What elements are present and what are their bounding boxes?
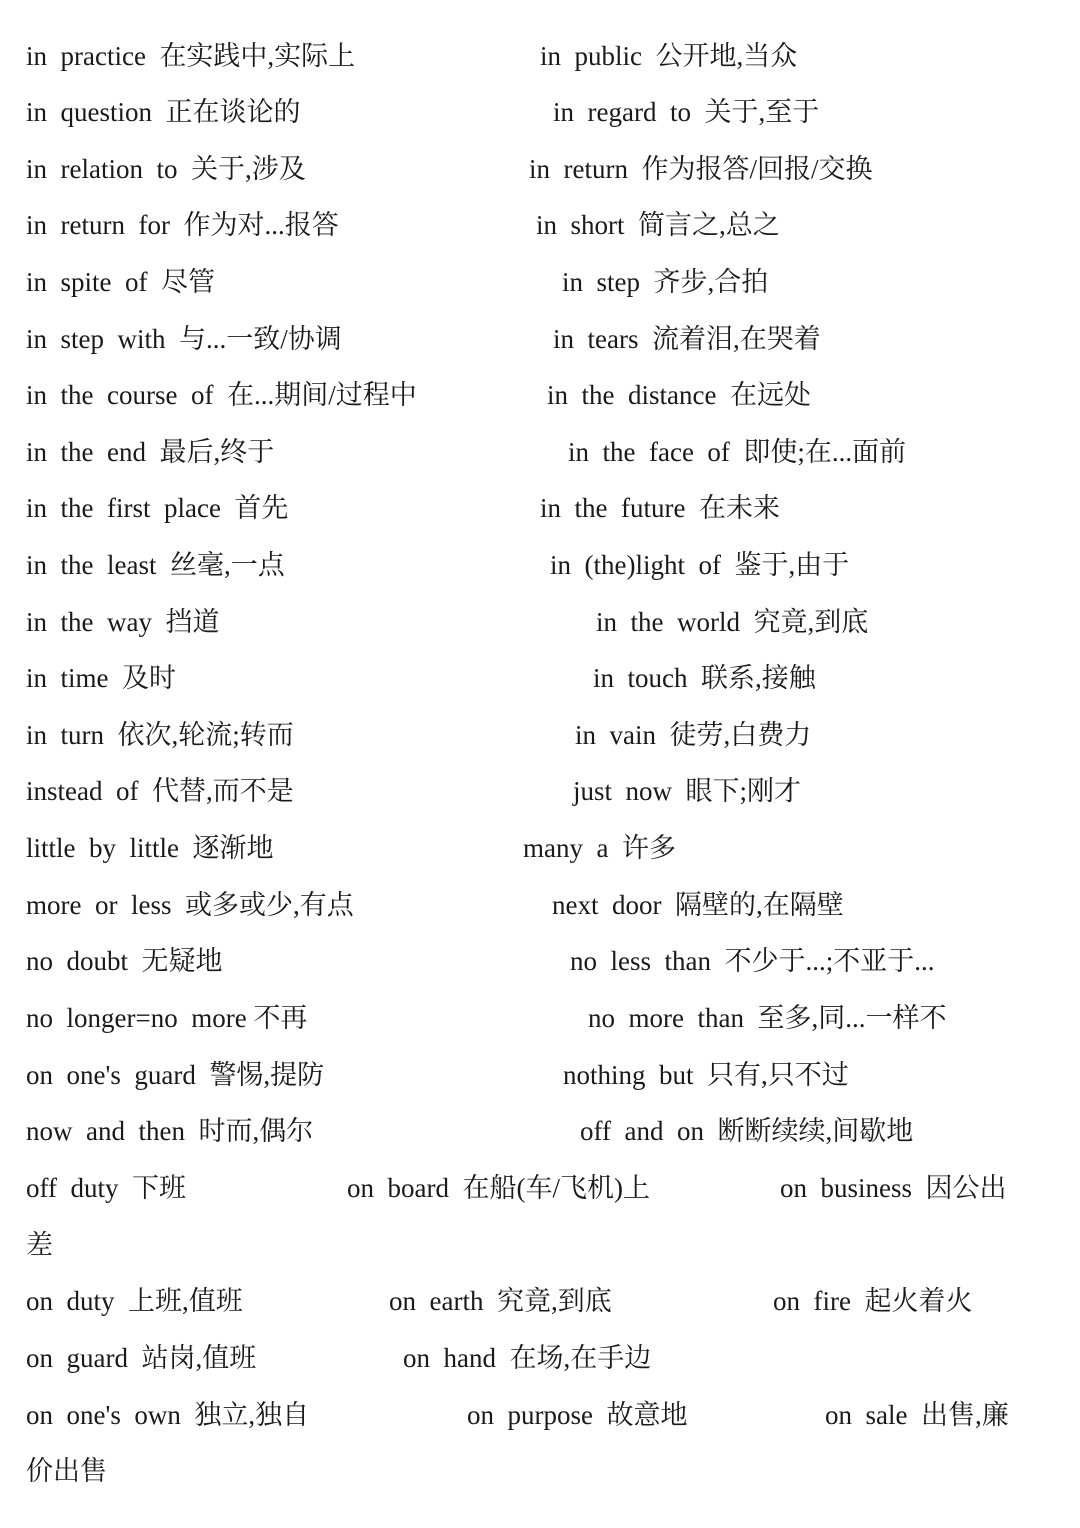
phrase-text: 差 [26,1230,53,1260]
phrase-entry [26,1225,53,1265]
phrase-entry [26,1451,107,1491]
phrase-text: on one's own 独立,独自 [26,1400,310,1430]
phrase-entry [26,828,273,868]
phrase-text: on fire 起火着火 [773,1286,973,1316]
phrase-entry [26,1395,309,1435]
phrase-entry [780,1168,1007,1208]
phrase-text: in the first place 首先 [26,493,289,523]
phrase-text: in short 简言之,总之 [536,210,780,240]
phrase-text: now and then 时而,偶尔 [26,1116,314,1146]
phrase-entry [580,1111,913,1151]
phrase-entry [570,941,935,981]
phrase-text: on guard 站岗,值班 [26,1343,257,1373]
phrase-entry [550,545,849,585]
phrase-text: in practice 在实践中,实际上 [26,41,356,71]
phrase-text: on business 因公出 [780,1173,1007,1203]
phrase-entry [547,375,811,415]
phrase-entry [26,262,215,302]
phrase-text: no less than 不少于...;不亚于... [570,946,935,976]
phrase-entry [26,885,354,925]
phrase-entry [26,998,307,1038]
phrase-entry [26,1281,243,1321]
phrase-entry [403,1338,651,1378]
phrase-text: in return 作为报答/回报/交换 [529,154,873,184]
phrase-text: in the world 究竟,到底 [596,607,869,637]
phrase-text: in turn 依次,轮流;转而 [26,720,294,750]
phrase-entry [573,771,801,811]
phrase-text: in (the)light of 鉴于,由于 [550,550,850,580]
phrase-entry [26,1168,186,1208]
phrase-text: nothing but 只有,只不过 [563,1060,849,1090]
phrase-text: in vain 徒劳,白费力 [575,720,812,750]
phrase-text: instead of 代替,而不是 [26,776,294,806]
phrase-text: just now 眼下;刚才 [573,776,802,806]
phrase-text: in step 齐步,合拍 [562,267,769,297]
phrase-text: 价出售 [26,1456,107,1486]
phrase-text: many a 许多 [523,833,676,863]
phrase-entry [26,941,223,981]
phrase-text: off duty 下班 [26,1173,186,1203]
phrase-entry [26,545,285,585]
phrase-entry [540,488,780,528]
phrase-text: in question 正在谈论的 [26,97,301,127]
phrase-entry [26,488,288,528]
phrase-entry [523,828,676,868]
phrase-text: no longer=no more 不再 [26,1003,308,1033]
phrase-text: in regard to 关于,至于 [553,97,820,127]
phrase-entry [26,149,306,189]
phrase-text: in public 公开地,当众 [540,41,798,71]
phrase-text: on earth 究竟,到底 [389,1286,612,1316]
phrase-entry [26,375,417,415]
phrase-text: on hand 在场,在手边 [403,1343,652,1373]
phrase-entry [26,1338,256,1378]
phrase-entry [562,262,768,302]
phrase-text: on sale 出售,廉 [825,1400,1009,1430]
phrase-text: off and on 断断续续,间歇地 [580,1116,914,1146]
phrase-entry [389,1281,612,1321]
phrase-entry [536,205,780,245]
phrase-text: in the least 丝毫,一点 [26,550,285,580]
phrase-entry [26,602,219,642]
phrase-entry [825,1395,1009,1435]
phrase-text: in time 及时 [26,663,176,693]
phrase-entry [26,432,274,472]
phrase-entry [575,715,811,755]
phrase-text: in the distance 在远处 [547,380,811,410]
phrase-text: on duty 上班,值班 [26,1286,243,1316]
phrase-entry [26,658,176,698]
phrase-text: in spite of 尽管 [26,267,215,297]
phrase-entry [563,1055,849,1095]
phrase-entry [553,92,819,132]
phrase-entry [596,602,868,642]
phrase-text: in step with 与...一致/协调 [26,324,342,354]
phrase-entry [26,205,339,245]
phrase-text: in the future 在未来 [540,493,780,523]
phrase-text: in the way 挡道 [26,607,220,637]
phrase-entry [593,658,816,698]
phrase-entry [26,92,301,132]
phrase-entry [568,432,906,472]
phrase-text: in tears 流着泪,在哭着 [553,324,821,354]
phrase-entry [26,36,355,76]
phrase-text: in touch 联系,接触 [593,663,816,693]
phrase-entry [540,36,797,76]
phrase-entry [552,885,844,925]
phrase-text: no doubt 无疑地 [26,946,223,976]
phrase-entry [529,149,872,189]
phrase-text: in the course of 在...期间/过程中 [26,380,417,410]
phrase-text: little by little 逐渐地 [26,833,274,863]
phrase-entry [26,319,342,359]
phrase-entry [347,1168,650,1208]
phrase-text: in the face of 即使;在...面前 [568,437,907,467]
phrase-text: next door 隔壁的,在隔壁 [552,890,844,920]
phrase-entry [26,771,294,811]
phrase-entry [553,319,821,359]
phrase-entry [773,1281,972,1321]
phrase-entry [26,1111,313,1151]
phrase-entry [588,998,946,1038]
phrase-text: no more than 至多,同...一样不 [588,1003,947,1033]
phrase-text: on one's guard 警惕,提防 [26,1060,325,1090]
phrase-text: in return for 作为对...报答 [26,210,339,240]
phrase-text: in relation to 关于,涉及 [26,154,306,184]
phrase-entry [467,1395,687,1435]
phrase-text: on board 在船(车/飞机)上 [347,1173,650,1203]
phrase-text: more or less 或多或少,有点 [26,890,354,920]
phrase-text: on purpose 故意地 [467,1400,688,1430]
phrase-text: in the end 最后,终于 [26,437,275,467]
phrase-entry [26,715,294,755]
phrase-entry [26,1055,324,1095]
